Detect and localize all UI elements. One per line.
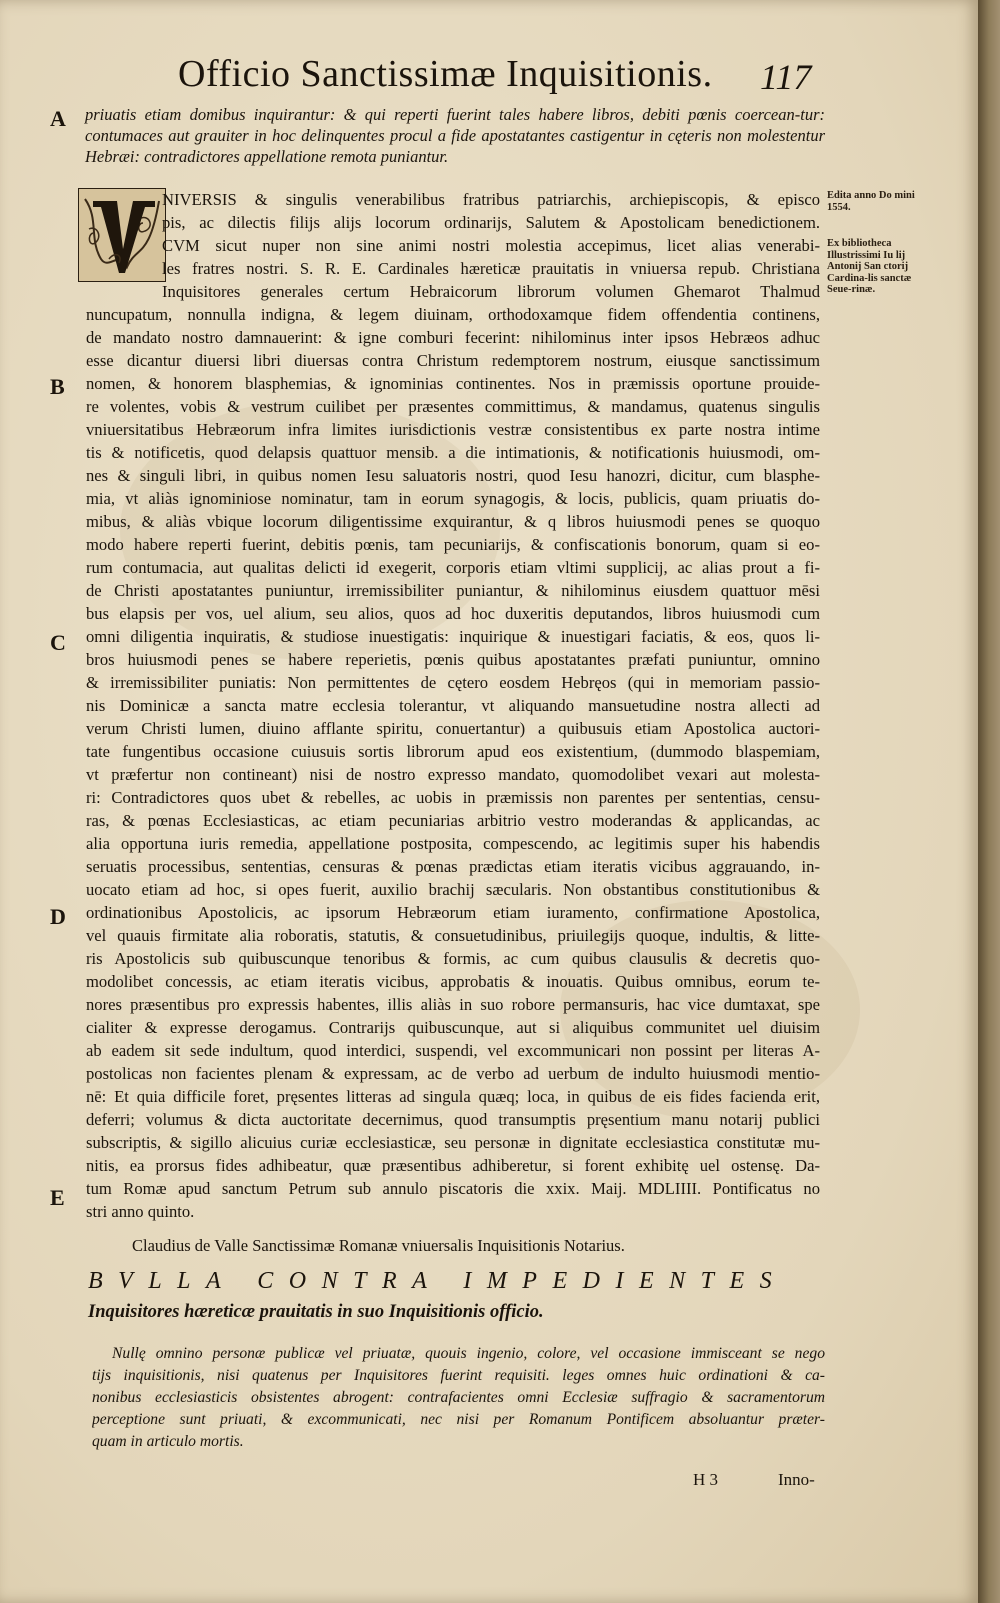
text-line: vniuersitatibus Hebræorum infra limites iurisdictionis vestræ consistentibus ex parte nostra intime <box>86 420 820 439</box>
text-line: ras, & pœnas Ecclesiasticas, ac etiam pecuniarias arbitrio vestro moderandas & applicandas, ac <box>86 811 820 830</box>
text-line: nomen, & honorem blasphemias, & ignominias continentes. Nos in præmissis oportune prouide- <box>86 374 820 393</box>
text-line: modolibet concessis, ac etiam iteratis vicibus, approbatis & inouatis. Quibus omnibus, eorum te- <box>86 972 820 991</box>
text-line: tate fungentibus occasione cuiusuis sortis librorum apud eos existentium, (dummodo blaspemiam, <box>86 742 820 761</box>
text-line: vel quauis firmitate alia roboratis, statutis, & consuetudinibus, priuilegijs quoque, indultis, & litte- <box>86 926 820 945</box>
text-line: bus elapsis per vos, uel alium, seu alios, quos ad hoc duxeritis deputandos, libros huiusmodi cum <box>86 604 820 623</box>
text-line: ordinationibus Apostolicis, ac ipsorum Hebræorum etiam iuramento, confirmatione Apostolica, <box>86 903 820 922</box>
text-line: re volentes, vobis & vestrum cuilibet per præsentes committimus, & mandamus, quatenus singulis <box>86 397 820 416</box>
text-line: rum contumacia, aut qualitas delicti id exegerit, corporis etiam vltimi supplicij, ac alias prout a fi- <box>86 558 820 577</box>
marginal-note-source: Ex bibliotheca Illustrissimi Iu lij Antonij San ctorij Cardina-lis sanctæ Seue-rinæ. <box>827 238 912 295</box>
summary-line: Nullę omnino personæ publicæ vel priuatæ, quouis ingenio, colore, vel occasione immisceant se nego <box>112 1345 825 1362</box>
bull-title: BVLLA CONTRA IMPEDIENTES <box>88 1268 788 1294</box>
text-line: tis & notificetis, quod delapsis quattuor mensib. a die intimationis, & notificationis huiusmodi, om- <box>86 443 820 462</box>
decorated-initial-v-icon <box>78 188 166 282</box>
bull-subtitle: Inquisitores hæreticæ prauitatis in suo Inquisitionis officio. <box>88 1302 544 1322</box>
text-line: stri anno quinto. <box>86 1202 195 1221</box>
text-line: uocato etiam ad hoc, si opes fuerit, auxilio brachij sæcularis. Non obstantibus constitutionibus & <box>86 880 820 899</box>
summary-line: tijs inquisitionis, nisi quatenus per Inquisitores fuerint requisiti. leges omnes huic ordinationi & ca- <box>92 1367 825 1384</box>
text-line: verum Christi lumen, diuino afflante spiritu, conuertantur) a quibusuis etiam Apostolica auctori- <box>86 719 820 738</box>
text-line: nē: Et quia difficile foret, pręsentes litteras ad singula quæq; loca, in quibus de eis fides facienda erit, <box>86 1087 820 1106</box>
text-line: subscriptis, & sigillo alicuius curiæ ecclesiasticæ, seu personæ in dignitate ecclesiastica constitutæ mu- <box>86 1133 820 1152</box>
decorated-initial-v-icon <box>79 189 165 281</box>
text-line: nis Dominicæ a sancta matre ecclesia tolerantur, vt aliquando mansuetudine nostra allecti ad <box>86 696 820 715</box>
text-line: mia, vt aliàs ignominiose nominatur, tam in eorum synagogis, & locis, publicis, quam priuatis do- <box>86 489 820 508</box>
margin-letter-c: C <box>50 630 66 655</box>
summary-line: nonibus ecclesiasticis obsistentes abrogent: contrafacientes omni Ecclesiæ suffragio & sacramentorum <box>92 1389 825 1406</box>
book-edge <box>978 0 1000 1603</box>
text-line: nores præsentibus pro expressis habentes, illis aliàs in suo robore permansuris, hac vice dumtaxat, spe <box>86 995 820 1014</box>
running-title: Officio Sanctissimæ Inquisitionis. <box>178 53 713 95</box>
text-line: alia opportuna iuris remedia, appellatione postposita, compescendo, ac legitimis super his habendis <box>86 834 820 853</box>
text-line: de mandato nostro damnauerint: & igne comburi fecerint: nihilominus inter ipsos Hebræos adhuc <box>86 328 820 347</box>
text-line: & irremissibiliter puniatis: Non permittentes de cętero eosdem Hebręos (qui in memoriam passio- <box>86 673 820 692</box>
text-line: seruatis processibus, sententias, censuras & pœnas prædictas etiam iteratis vicibus aggrauando, in- <box>86 857 820 876</box>
margin-letter-e: E <box>50 1185 65 1210</box>
text-line: vt præfertur non contineant) nisi de nostro expresso mandato, quomodolibet vexari aut molesta- <box>86 765 820 784</box>
margin-letter-a: A <box>50 106 66 131</box>
text-line: ab eadem sit sede indultum, quod interdici, suspendi, vel excommunicari non possint per literas A- <box>86 1041 820 1060</box>
text-line: postolicas non facientes plenam & expressam, ac de verbo ad uerbum de indulto huiusmodi mentio- <box>86 1064 820 1083</box>
summary-line: quam in articulo mortis. <box>92 1433 244 1450</box>
text-line: les fratres nostri. S. R. E. Cardinales hæreticæ prauitatis in vniuersa repub. Christiana <box>162 259 820 278</box>
text-line: tum Romæ apud sanctum Petrum sub annulo piscatoris die xxix. Maij. MDLIIII. Pontificatus no <box>86 1179 820 1198</box>
marginal-note-date: Edita anno Do mini 1554. <box>827 190 915 213</box>
catchword: Inno- <box>778 1470 815 1489</box>
text-line: esse dicantur diuersi libri diuersas contra Christum redemptorem nostrum, eiusque sanctissimum <box>86 351 820 370</box>
text-line: cialiter & expresse derogamus. Contrarijs quibuscunque, aut si aliquibus communitet uel diuisim <box>86 1018 820 1037</box>
text-line: Inquisitores generales certum Hebraicorum librorum volumen Ghemarot Thalmud <box>162 282 820 301</box>
text-line: nitis, ea prorsus fides adhibeatur, quæ præsentibus adhiberetur, si forent exhibitę uel ostensę. Da- <box>86 1156 820 1175</box>
text-line: ri: Contradictores quos ubet & rebelles, ac uobis in præmissis non parentes per sententias, censu- <box>86 788 820 807</box>
notary-line: Claudius de Valle Sanctissimæ Romanæ vniuersalis Inquisitionis Notarius. <box>132 1236 625 1255</box>
text-line: nes & singuli libri, in quibus nomen Iesu saluatoris nostri, quod Iesu hanozri, dicitur, cum blasphe- <box>86 466 820 485</box>
text-line: bros huiusmodi penes se habere reperietis, pœnis quibus apostatantes præfati puniuntur, omnino <box>86 650 820 669</box>
text-line: de Christi apostatantes puniuntur, irremissibiliter puniantur, & nihilominus eiusdem quattuor mēsi <box>86 581 820 600</box>
page-number: 117 <box>760 57 812 97</box>
text-line: ris Apostolicis sub quibuscunque tenoribus & formis, ac cum quibus clausulis & decretis quo- <box>86 949 820 968</box>
text-line: omni diligentia inquiratis, & studiose inuestigatis: inquirique & inuestigari faciatis, & eos, quos li- <box>86 627 820 646</box>
text-line: deferri; volumus & dicta auctoritate decernimus, quod transumptis pręsentium manu notarij publici <box>86 1110 820 1129</box>
signature-mark: H 3 <box>693 1470 719 1489</box>
margin-letter-b: B <box>50 374 65 399</box>
margin-letter-d: D <box>50 904 66 929</box>
text-line: pis, ac dilectis filijs alijs locorum ordinarijs, Salutem & Apostolicam benedictionem. <box>162 213 820 232</box>
summary-line: perceptione sunt priuati, & excommunicati, nec nisi per Romanum Pontificem absoluantur præter- <box>92 1411 825 1428</box>
intro-paragraph: priuatis etiam domibus inquirantur: & qui reperti fuerint tales habere libros, debiti pœnis coercean-tur: contumaces aut grauiter in hoc delinquentes procul a fide apostatantes castigentur in cęteris non molestentur Hebræi: contradictores appellatione remota puniantur. <box>85 105 825 166</box>
text-line: nuncupatum, nonnulla indigna, & legem diuinam, orthodoxamque fidem offendentia continens, <box>86 305 820 324</box>
text-line: NIVERSIS & singulis venerabilibus fratribus patriarchis, archiepiscopis, & episco <box>162 190 820 209</box>
text-line: modo habere reperti fuerint, debitis pœnis, tam pecuniarijs, & confiscationis bonorum, quam si eo- <box>86 535 820 554</box>
text-line: CVM sicut nuper non sine animi nostri molestia accepimus, licet alias venerabi- <box>162 236 820 255</box>
text-line: mibus, & aliàs vbique locorum diligentissime exquirantur, & q libros huiusmodi penes se quoquo <box>86 512 820 531</box>
